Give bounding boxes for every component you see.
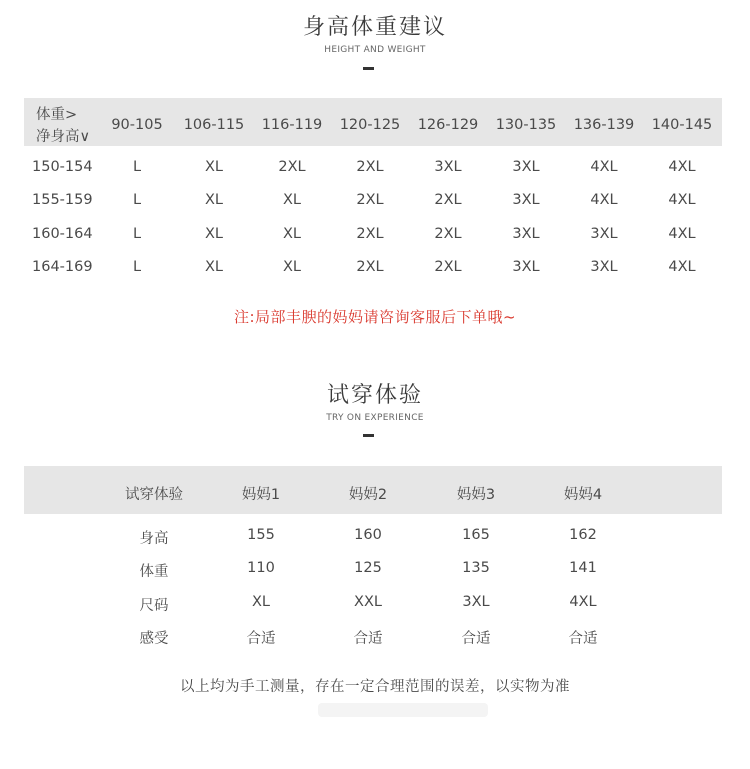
tryon-cell: XXL (354, 594, 382, 610)
corner-weight-label: 体重> (36, 107, 78, 123)
size-cell: 2XL (356, 192, 384, 208)
size-cell: 3XL (512, 192, 540, 208)
tryon-cell: 3XL (462, 594, 490, 610)
size-section-subtitle: HEIGHT AND WEIGHT (324, 45, 426, 55)
weight-header: 140-145 (651, 117, 713, 133)
tryon-cell: 135 (462, 560, 490, 576)
size-cell: L (132, 259, 142, 275)
size-cell: 4XL (668, 192, 696, 208)
tryon-header: 妈妈2 (348, 487, 388, 503)
size-cell: 3XL (590, 226, 618, 242)
tryon-cell: 165 (462, 527, 490, 543)
size-cell: 2XL (434, 226, 462, 242)
weight-header: 126-129 (417, 117, 479, 133)
size-cell: XL (204, 159, 223, 175)
weight-header: 136-139 (573, 117, 635, 133)
size-cell: 4XL (668, 226, 696, 242)
size-cell: 4XL (668, 159, 696, 175)
size-cell: 4XL (668, 259, 696, 275)
size-cell: 3XL (590, 259, 618, 275)
weight-header: 106-115 (183, 117, 245, 133)
tryon-row-label: 感受 (139, 631, 169, 647)
size-cell: XL (282, 226, 301, 242)
tryon-header: 妈妈3 (456, 487, 496, 503)
size-cell: 4XL (590, 159, 618, 175)
height-label: 160-164 (32, 226, 93, 242)
tryon-cell: 155 (247, 527, 275, 543)
size-cell: L (132, 192, 142, 208)
tryon-cell: 合适 (353, 631, 383, 647)
size-cell: L (132, 159, 142, 175)
size-cell: L (132, 226, 142, 242)
tryon-cell: 合适 (461, 631, 491, 647)
tryon-row-label: 体重 (139, 564, 169, 580)
title-divider (363, 67, 374, 70)
weight-header: 130-135 (495, 117, 557, 133)
tryon-row-label: 尺码 (139, 598, 169, 614)
size-cell: 3XL (512, 259, 540, 275)
size-cell: 2XL (356, 159, 384, 175)
tryon-cell: 160 (354, 527, 382, 543)
size-section-title: 身高体重建议 (302, 15, 447, 40)
tryon-header: 妈妈4 (563, 487, 603, 503)
title-divider (363, 434, 374, 437)
tryon-cell: 125 (354, 560, 382, 576)
size-cell: XL (282, 259, 301, 275)
watermark (318, 703, 488, 717)
size-cell: 2XL (278, 159, 306, 175)
size-cell: 3XL (512, 159, 540, 175)
size-cell: 2XL (356, 259, 384, 275)
size-cell: XL (282, 192, 301, 208)
tryon-row-label: 身高 (139, 531, 169, 547)
size-cell: 2XL (434, 259, 462, 275)
size-cell: 2XL (434, 192, 462, 208)
height-label: 164-169 (32, 259, 93, 275)
tryon-header: 妈妈1 (241, 487, 281, 503)
size-cell: XL (204, 192, 223, 208)
tryon-cell: XL (251, 594, 270, 610)
size-cell: XL (204, 259, 223, 275)
height-label: 150-154 (32, 159, 93, 175)
weight-header: 90-105 (111, 117, 163, 133)
size-cell: XL (204, 226, 223, 242)
weight-header: 116-119 (261, 117, 323, 133)
size-note: 注:局部丰腴的妈妈请咨询客服后下单哦~ (233, 308, 517, 326)
tryon-cell: 合适 (246, 631, 276, 647)
size-cell: 3XL (434, 159, 462, 175)
size-cell: 2XL (356, 226, 384, 242)
tryon-cell: 合适 (568, 631, 598, 647)
size-cell: 4XL (590, 192, 618, 208)
tryon-cell: 162 (569, 527, 597, 543)
height-label: 155-159 (32, 192, 93, 208)
tryon-cell: 4XL (569, 594, 597, 610)
tryon-header: 试穿体验 (125, 487, 183, 503)
size-cell: 3XL (512, 226, 540, 242)
tryon-section-title: 试穿体验 (326, 383, 423, 408)
weight-header: 120-125 (339, 117, 401, 133)
tryon-cell: 141 (569, 560, 597, 576)
tryon-cell: 110 (247, 560, 275, 576)
tryon-section-subtitle: TRY ON EXPERIENCE (326, 413, 424, 423)
measurement-disclaimer: 以上均为手工测量，存在一定合理范围的误差，以实物为准 (180, 679, 570, 695)
corner-height-label: 净身高∨ (36, 129, 91, 145)
